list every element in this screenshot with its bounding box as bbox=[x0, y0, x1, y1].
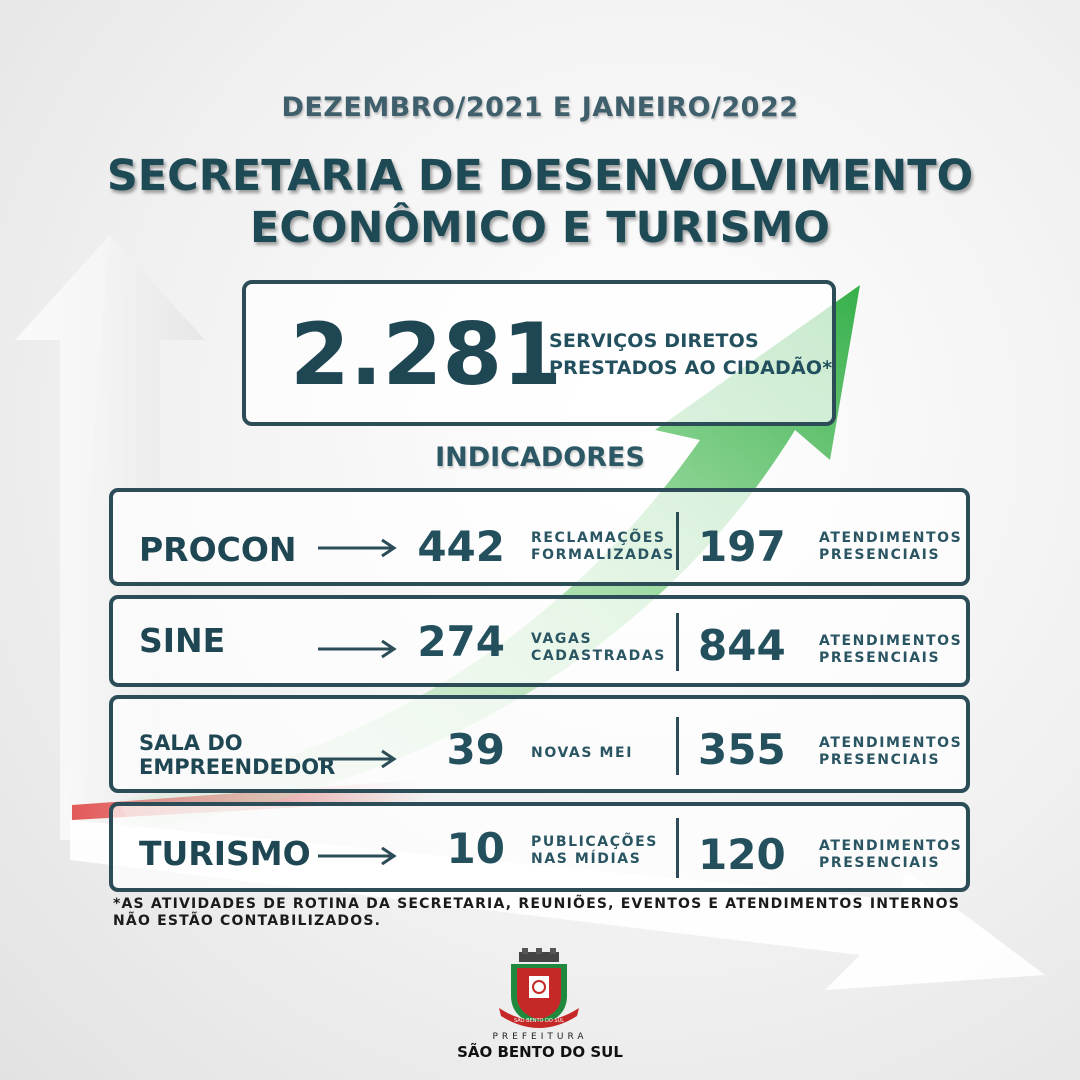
indicator-label-1 bbox=[531, 834, 658, 868]
indicator-label-1-line-1: RECLAMAÇÕES bbox=[531, 530, 666, 546]
indicators-heading: INDICADORES bbox=[435, 442, 645, 473]
indicator-row-turismo bbox=[109, 802, 970, 892]
indicator-value-1: 39 bbox=[446, 725, 505, 774]
logo-prefeitura: PREFEITURA bbox=[492, 1032, 588, 1042]
indicator-name: SINE bbox=[139, 621, 226, 660]
indicator-value-2: 197 bbox=[698, 522, 786, 571]
indicator-label-2-line-1: ATENDIMENTOS bbox=[819, 735, 963, 751]
indicator-value-1: 10 bbox=[446, 824, 505, 873]
highlight-label-line-1: SERVIÇOS DIRETOS bbox=[549, 330, 759, 352]
indicator-label-1-line-2: FORMALIZADAS bbox=[531, 547, 675, 563]
title-line-2: ECONÔMICO E TURISMO bbox=[250, 203, 830, 253]
indicator-divider bbox=[676, 613, 679, 671]
title-line-1: SECRETARIA DE DESENVOLVIMENTO bbox=[106, 151, 974, 201]
indicator-name bbox=[139, 731, 335, 779]
indicator-value-2: 120 bbox=[698, 830, 786, 879]
indicator-label-1-line-2: NAS MÍDIAS bbox=[531, 851, 642, 867]
indicator-row-sine bbox=[109, 595, 970, 687]
right-arrow-icon bbox=[318, 749, 398, 769]
indicator-label-1-line-1: NOVAS MEI bbox=[531, 745, 634, 761]
indicator-name: TURISMO bbox=[139, 834, 311, 873]
logo-city-name: SÃO BENTO DO SUL bbox=[457, 1043, 623, 1061]
indicator-label-2-line-1: ATENDIMENTOS bbox=[819, 633, 963, 649]
indicator-value-2: 844 bbox=[698, 621, 786, 670]
indicator-row-sala-do-empreendedor bbox=[109, 695, 970, 793]
indicator-label-2-line-2: PRESENCIAIS bbox=[819, 547, 941, 563]
indicator-divider bbox=[676, 717, 679, 775]
coat-of-arms-icon bbox=[489, 948, 589, 1034]
highlight-label-line-2: PRESTADOS AO CIDADÃO* bbox=[549, 357, 833, 379]
indicator-label-2-line-1: ATENDIMENTOS bbox=[819, 530, 963, 546]
indicator-label-2-line-2: PRESENCIAIS bbox=[819, 752, 941, 768]
indicator-label-2-line-1: ATENDIMENTOS bbox=[819, 838, 963, 854]
indicator-label-2 bbox=[819, 530, 962, 564]
indicator-label-1-line-1: PUBLICAÇÕES bbox=[531, 834, 658, 850]
indicator-name-line-2: EMPREENDEDOR bbox=[139, 755, 336, 779]
indicator-name-line-1: SALA DO bbox=[139, 731, 243, 755]
indicator-name: PROCON bbox=[139, 530, 297, 569]
indicator-label-1 bbox=[531, 631, 666, 665]
indicator-label-1 bbox=[531, 745, 633, 762]
indicator-value-1: 274 bbox=[417, 617, 505, 666]
indicator-label-2-line-2: PRESENCIAIS bbox=[819, 855, 941, 871]
seal-text: SÃO BENTO DO SUL bbox=[513, 1018, 565, 1024]
indicator-label-1-line-2: CADASTRADAS bbox=[531, 648, 666, 664]
indicator-label-2 bbox=[819, 838, 962, 872]
indicator-label-2-line-2: PRESENCIAIS bbox=[819, 650, 941, 666]
indicator-label-1-line-1: VAGAS bbox=[531, 631, 593, 647]
indicator-label-1 bbox=[531, 530, 675, 564]
right-arrow-icon bbox=[318, 538, 398, 558]
footnote: *AS ATIVIDADES DE ROTINA DA SECRETARIA, REUNIÕES, EVENTOS E ATENDIMENTOS INTERNOS NÃO ESTÃO CONTABILIZADOS. bbox=[113, 896, 961, 929]
indicator-divider bbox=[676, 818, 679, 878]
page-title bbox=[0, 150, 1080, 254]
indicator-value-1: 442 bbox=[417, 522, 505, 571]
indicator-label-2 bbox=[819, 633, 962, 667]
highlight-label bbox=[549, 328, 832, 382]
right-arrow-icon bbox=[318, 846, 398, 866]
indicator-row-procon bbox=[109, 488, 970, 586]
indicator-value-2: 355 bbox=[698, 725, 786, 774]
indicator-label-2 bbox=[819, 735, 962, 769]
indicator-divider bbox=[676, 512, 679, 570]
highlight-value: 2.281 bbox=[290, 305, 563, 405]
right-arrow-icon bbox=[318, 639, 398, 659]
period-subtitle: DEZEMBRO/2021 E JANEIRO/2022 bbox=[281, 92, 799, 123]
highlight-card bbox=[242, 280, 836, 426]
